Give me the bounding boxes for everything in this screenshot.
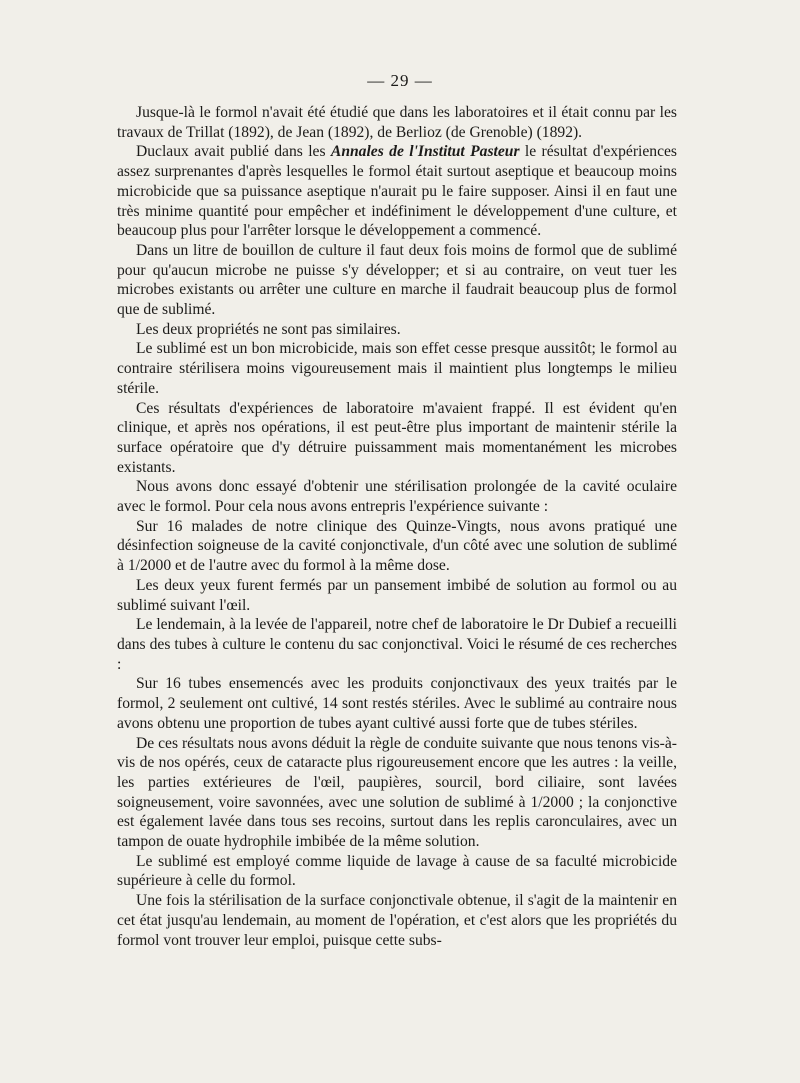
paragraph-4: Les deux propriétés ne sont pas similaires. — [136, 320, 401, 338]
body-text — [117, 103, 677, 950]
paragraph-14: Une fois la stérilisation de la surface conjonctivale obtenue, il s'agit de la maintenir en cet état jusqu'au lendemain, au moment de l'opération, et c'est alors que les propriétés du formol vont trouver leur emploi, puisque cette subs- — [117, 892, 677, 949]
paragraph-12: De ces résultats nous avons déduit la règle de conduite suivante que nous tenons vis-à-vis de nos opérés, ceux de cataracte plus rigoureusement encore que les autres : la veille, les parties extérieures de l'œil, paupières, sourcil, bord ciliaire, sont lavées soigneusement, voire savonnées, avec une solution de sublimé à 1/2000 ; la conjonctive est également lavée dans tous ses recoins, surtout dans les replis caronculaires, avec un tampon de ouate hydrophile imbibée de la même solution. — [117, 734, 677, 851]
paragraph-8: Sur 16 malades de notre clinique des Quinze-Vingts, nous avons pratiqué une désinfection soigneuse de la cavité conjonctivale, d'un côté avec une solution de sublimé à 1/2000 et de l'autre avec du formol à la même dose. — [117, 517, 677, 575]
paragraph-1: Jusque-là le formol n'avait été étudié que dans les laboratoires et il était connu par les travaux de Trillat (1892), de Jean (1892), de Berlioz (de Grenoble) (1892). — [117, 104, 677, 141]
paragraph-13: Le sublimé est employé comme liquide de lavage à cause de sa faculté microbicide supérieure à celle du formol. — [117, 852, 677, 890]
paragraph-10: Le lendemain, à la levée de l'appareil, notre chef de laboratoire le Dr Dubief a recueilli dans des tubes à culture le contenu du sac conjonctival. Voici le résumé de ces recherches : — [117, 616, 677, 673]
journal-title: Annales de l'Institut Pasteur — [330, 143, 520, 161]
paragraph-9: Les deux yeux furent fermés par un pansement imbibé de solution au formol ou au sublimé suivant l'œil. — [117, 576, 677, 614]
paragraph-3: Dans un litre de bouillon de culture il faut deux fois moins de formol que de sublimé pour qu'aucun microbe ne puisse s'y développer; et si au contraire, on veut tuer les microbes existants ou arrêter une culture en marche il faudrait beaucoup plus de formol que de sublimé. — [117, 241, 677, 319]
paragraph-2 — [117, 142, 677, 241]
paragraph-6: Ces résultats d'expériences de laboratoire m'avaient frappé. Il est évident qu'en clinique, et après nos opérations, il est peut-être plus important de maintenir stérile la surface opératoire que d'y détruire puissamment mais momentanément les microbes existants. — [117, 399, 677, 476]
paragraph-11: Sur 16 tubes ensemencés avec les produits conjonctivaux des yeux traités par le formol, 2 seulement ont cultivé, 14 sont restés stériles. Avec le sublimé au contraire nous avons obtenu une proportion de tubes ayant cultivé aussi forte que de tubes stériles. — [117, 675, 677, 732]
paragraph-7: Nous avons donc essayé d'obtenir une stérilisation prolongée de la cavité oculaire avec le formol. Pour cela nous avons entrepris l'expérience suivante : — [117, 478, 677, 516]
paragraph-5: Le sublimé est un bon microbicide, mais son effet cesse presque aussitôt; le formol au contraire stérilisera moins vigoureusement mais il maintient plus longtemps le milieu stérile. — [117, 340, 677, 397]
paragraph-2-end: le résultat d'expériences assez surprenantes d'après lesquelles le formol était surtout aseptique et beaucoup moins microbicide que sa puissance aseptique n'aurait pu le faire supposer. Ainsi il en faut une très minime quantité pour empêcher et indéfiniment le développement d'une culture, et beaucoup plus pour l'arrêter lorsque le développement a commencé. — [117, 143, 678, 240]
paragraph-2-start: Duclaux avait publié dans les — [136, 143, 331, 161]
page-number: — 29 — — [367, 71, 433, 90]
